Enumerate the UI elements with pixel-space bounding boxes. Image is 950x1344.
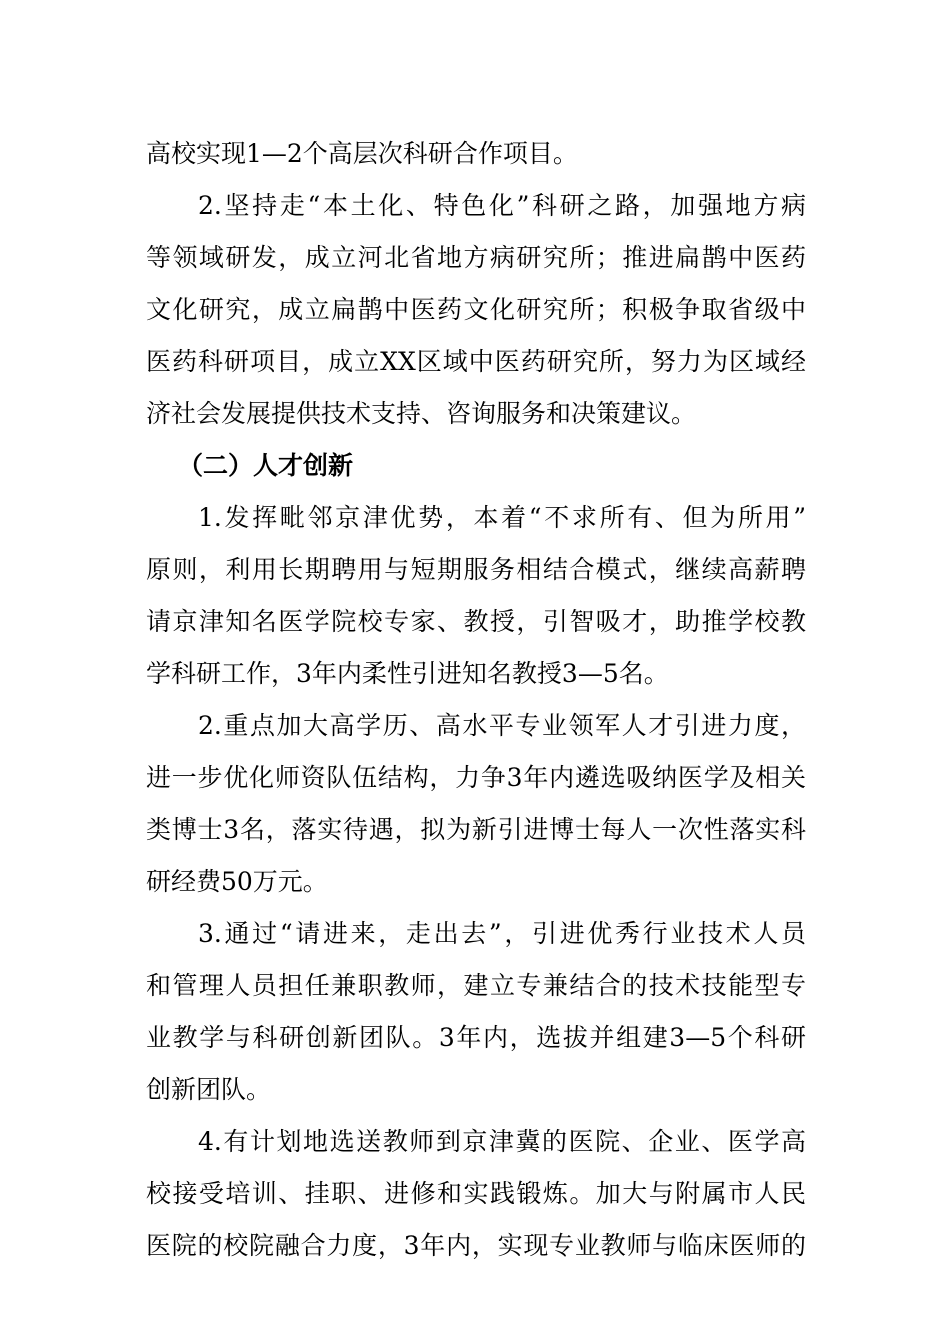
paragraph-line: 类博士3名，落实待遇，拟为新引进博士每人一次性落实科 <box>146 815 806 844</box>
paragraph-line: 4.有计划地选送教师到京津冀的医院、企业、医学高 <box>198 1127 806 1156</box>
paragraph-line: 请京津知名医学院校专家、教授，引智吸才，助推学校教 <box>146 607 806 636</box>
paragraph-line: 济社会发展提供技术支持、咨询服务和决策建议。 <box>146 399 697 428</box>
paragraph-line: 原则，利用长期聘用与短期服务相结合模式，继续高薪聘 <box>146 555 806 584</box>
document-body <box>146 128 806 1272</box>
paragraph-line: 2.重点加大高学历、高水平专业领军人才引进力度， <box>198 711 806 740</box>
paragraph-line: 3.通过“请进来，走出去”，引进优秀行业技术人员 <box>198 919 806 948</box>
paragraph-line: 高校实现1—2个高层次科研合作项目。 <box>146 139 578 168</box>
paragraph-line: 校接受培训、挂职、进修和实践锻炼。加大与附属市人民 <box>146 1179 806 1208</box>
section-heading: （二）人才创新 <box>178 451 354 480</box>
paragraph-line: 进一步优化师资队伍结构，力争3年内遴选吸纳医学及相关 <box>146 763 806 792</box>
paragraph-line: 业教学与科研创新团队。3年内，选拔并组建3—5个科研 <box>146 1023 806 1052</box>
paragraph-line: 医院的校院融合力度，3年内，实现专业教师与临床医师的 <box>146 1231 806 1260</box>
paragraph-line: 研经费50万元。 <box>146 867 328 896</box>
paragraph-line: 2.坚持走“本土化、特色化”科研之路，加强地方病 <box>198 191 806 220</box>
paragraph-line: 等领域研发，成立河北省地方病研究所；推进扁鹊中医药 <box>146 243 806 272</box>
paragraph-line: 创新团队。 <box>146 1075 272 1104</box>
paragraph-line: 1.发挥毗邻京津优势，本着“不求所有、但为所用” <box>198 503 806 532</box>
paragraph-line: 学科研工作，3年内柔性引进知名教授3—5名。 <box>146 659 669 688</box>
paragraph-line: 医药科研项目，成立XX区域中医药研究所，努力为区域经 <box>146 347 806 376</box>
paragraph-line: 文化研究，成立扁鹊中医药文化研究所；积极争取省级中 <box>146 295 806 324</box>
paragraph-line: 和管理人员担任兼职教师，建立专兼结合的技术技能型专 <box>146 971 806 1000</box>
